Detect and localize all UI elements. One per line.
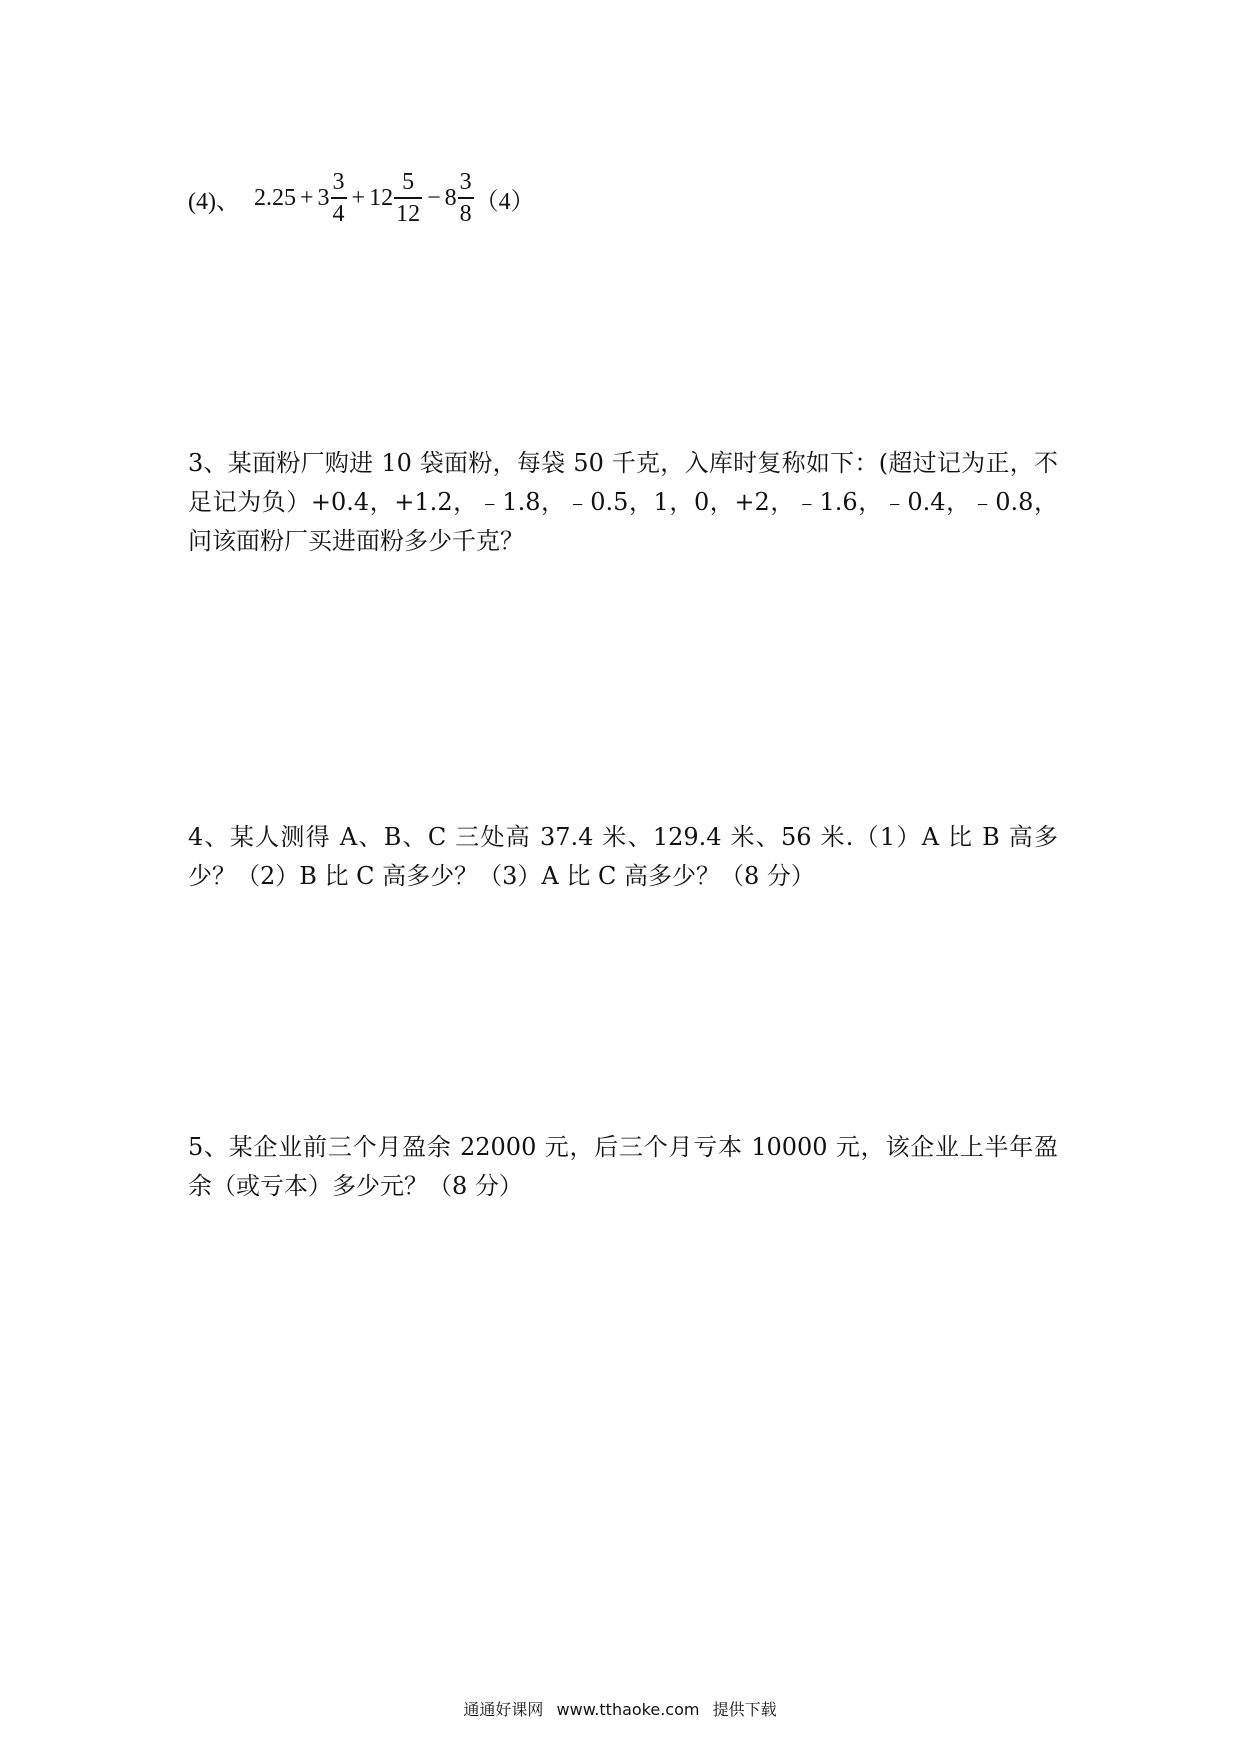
fraction-1	[331, 167, 347, 229]
problem-4-label: (4)、	[188, 188, 240, 215]
fraction-3-numerator: 3	[459, 169, 472, 196]
mixed-number-3-whole: 8	[444, 184, 457, 211]
fraction-1-denominator: 4	[332, 200, 345, 227]
fraction-3	[458, 167, 474, 229]
minus-sign: −	[427, 184, 441, 211]
plus-sign: +	[299, 184, 314, 211]
fraction-1-numerator: 3	[332, 169, 345, 196]
fraction-2-denominator: 12	[396, 200, 421, 227]
question-3: 3、某面粉厂购进 10 袋面粉，每袋 50 千克，入库时复称如下：(超过记为正，不足记为负）+0.4，+1.2，﹣1.8，﹣0.5，1，0，+2，﹣1.6，﹣0.4，﹣0.8，问该面粉厂买进面粉多少千克？	[188, 449, 1058, 555]
footer-suffix: 提供下载	[712, 1700, 777, 1719]
term-decimal: 2.25	[253, 184, 296, 211]
problem-4-expression	[188, 158, 535, 238]
fraction-2-numerator: 5	[402, 169, 415, 196]
footer-site-name: 通通好课网	[463, 1700, 544, 1719]
question-5: 5、某企业前三个月盈余 22000 元，后三个月亏本 10000 元，该企业上半年盈余（或亏本）多少元？（8 分）	[188, 1133, 1058, 1200]
fraction-2	[394, 167, 422, 229]
mixed-number-1-whole: 3	[317, 184, 330, 211]
footer-url[interactable]: www.tthaoke.com	[556, 1700, 700, 1719]
page-footer	[0, 1697, 1240, 1720]
question-4: 4、某人测得 A、B、C 三处高 37.4 米、129.4 米、56 米.（1）A 比 B 高多少？（2）B 比 C 高多少？（3）A 比 C 高多少？（8 分）	[188, 823, 1058, 890]
problem-4-score: （4）	[474, 188, 535, 215]
fraction-3-denominator: 8	[459, 200, 472, 227]
plus-sign: +	[351, 184, 366, 211]
mixed-number-2-whole: 12	[369, 184, 394, 211]
